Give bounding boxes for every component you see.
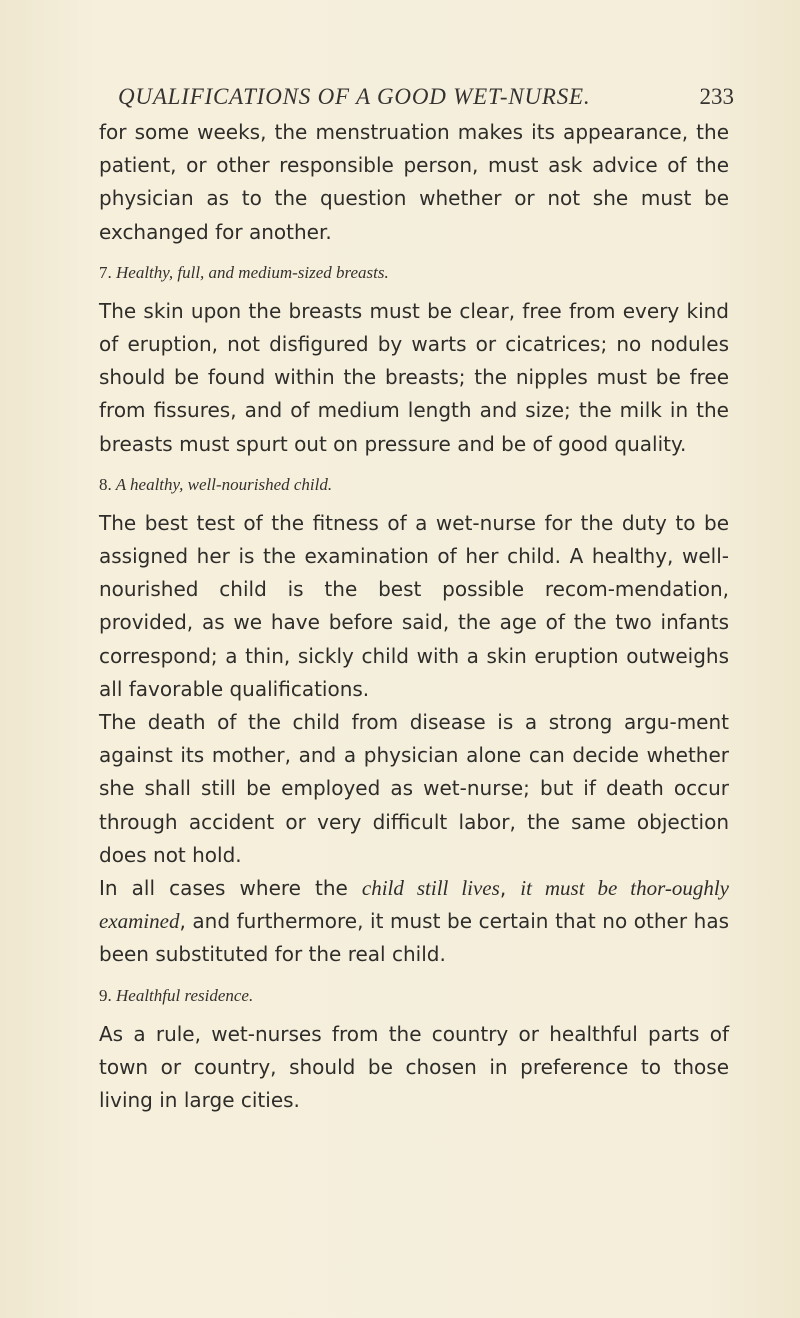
section-number: 7. [99, 262, 112, 282]
emphasis-text: child still lives [361, 876, 500, 901]
text-run: , [499, 876, 521, 901]
body-text [99, 116, 729, 1117]
paragraph-residence: As a rule, wet-nurses from the country or healthful parts of town or country, should be chosen in preference to those living in large cities. [99, 1021, 729, 1113]
paragraph-continuation: for some weeks, the menstruation makes its appearance, the patient, or other responsible person, must ask advice of the physician as to the question whether or not she must be exchanged for another. [99, 120, 729, 244]
section-heading-9 [99, 984, 729, 1008]
section-title: A healthy, well-nourished child. [115, 474, 333, 494]
section-number: 9. [99, 985, 112, 1005]
paragraph-best-test: The best test of the fitness of a wet-nurse for the duty to be assigned her is the examination of her child. A healthy, well-nourished child is the best possible recom-mendation, provided, as we have before said, the age of the two infants correspond; a thin, sickly child with a skin eruption outweighs all favorable qualifications. [99, 510, 729, 701]
running-head [118, 84, 734, 110]
text-run: In all cases where the [99, 876, 362, 901]
paragraph-all-cases [99, 872, 729, 972]
section-number: 8. [99, 474, 112, 494]
section-heading-7 [99, 261, 729, 285]
section-heading-8 [99, 473, 729, 497]
chapter-title: QUALIFICATIONS OF A GOOD WET-NURSE. [118, 84, 591, 109]
page-number: 233 [699, 84, 734, 109]
section-title: Healthful residence. [116, 985, 254, 1005]
text-run: , and furthermore, it must be certain that no other has been substituted for the real child. [99, 909, 729, 967]
section-title: Healthy, full, and medium-sized breasts. [116, 262, 389, 282]
paragraph-death: The death of the child from disease is a strong argu-ment against its mother, and a physician alone can decide whether she shall still be employed as wet-nurse; but if death occur through accident or very difficult labor, the same objection does not hold. [99, 710, 729, 867]
paragraph-breasts: The skin upon the breasts must be clear, free from every kind of eruption, not disfigured by warts or cicatrices; no nodules should be found within the breasts; the nipples must be free from fissures, and of medium length and size; the milk in the breasts must spurt out on pressure and be of good quality. [99, 298, 729, 456]
emphasis-text: it must be thor-oughly examined [99, 876, 729, 934]
